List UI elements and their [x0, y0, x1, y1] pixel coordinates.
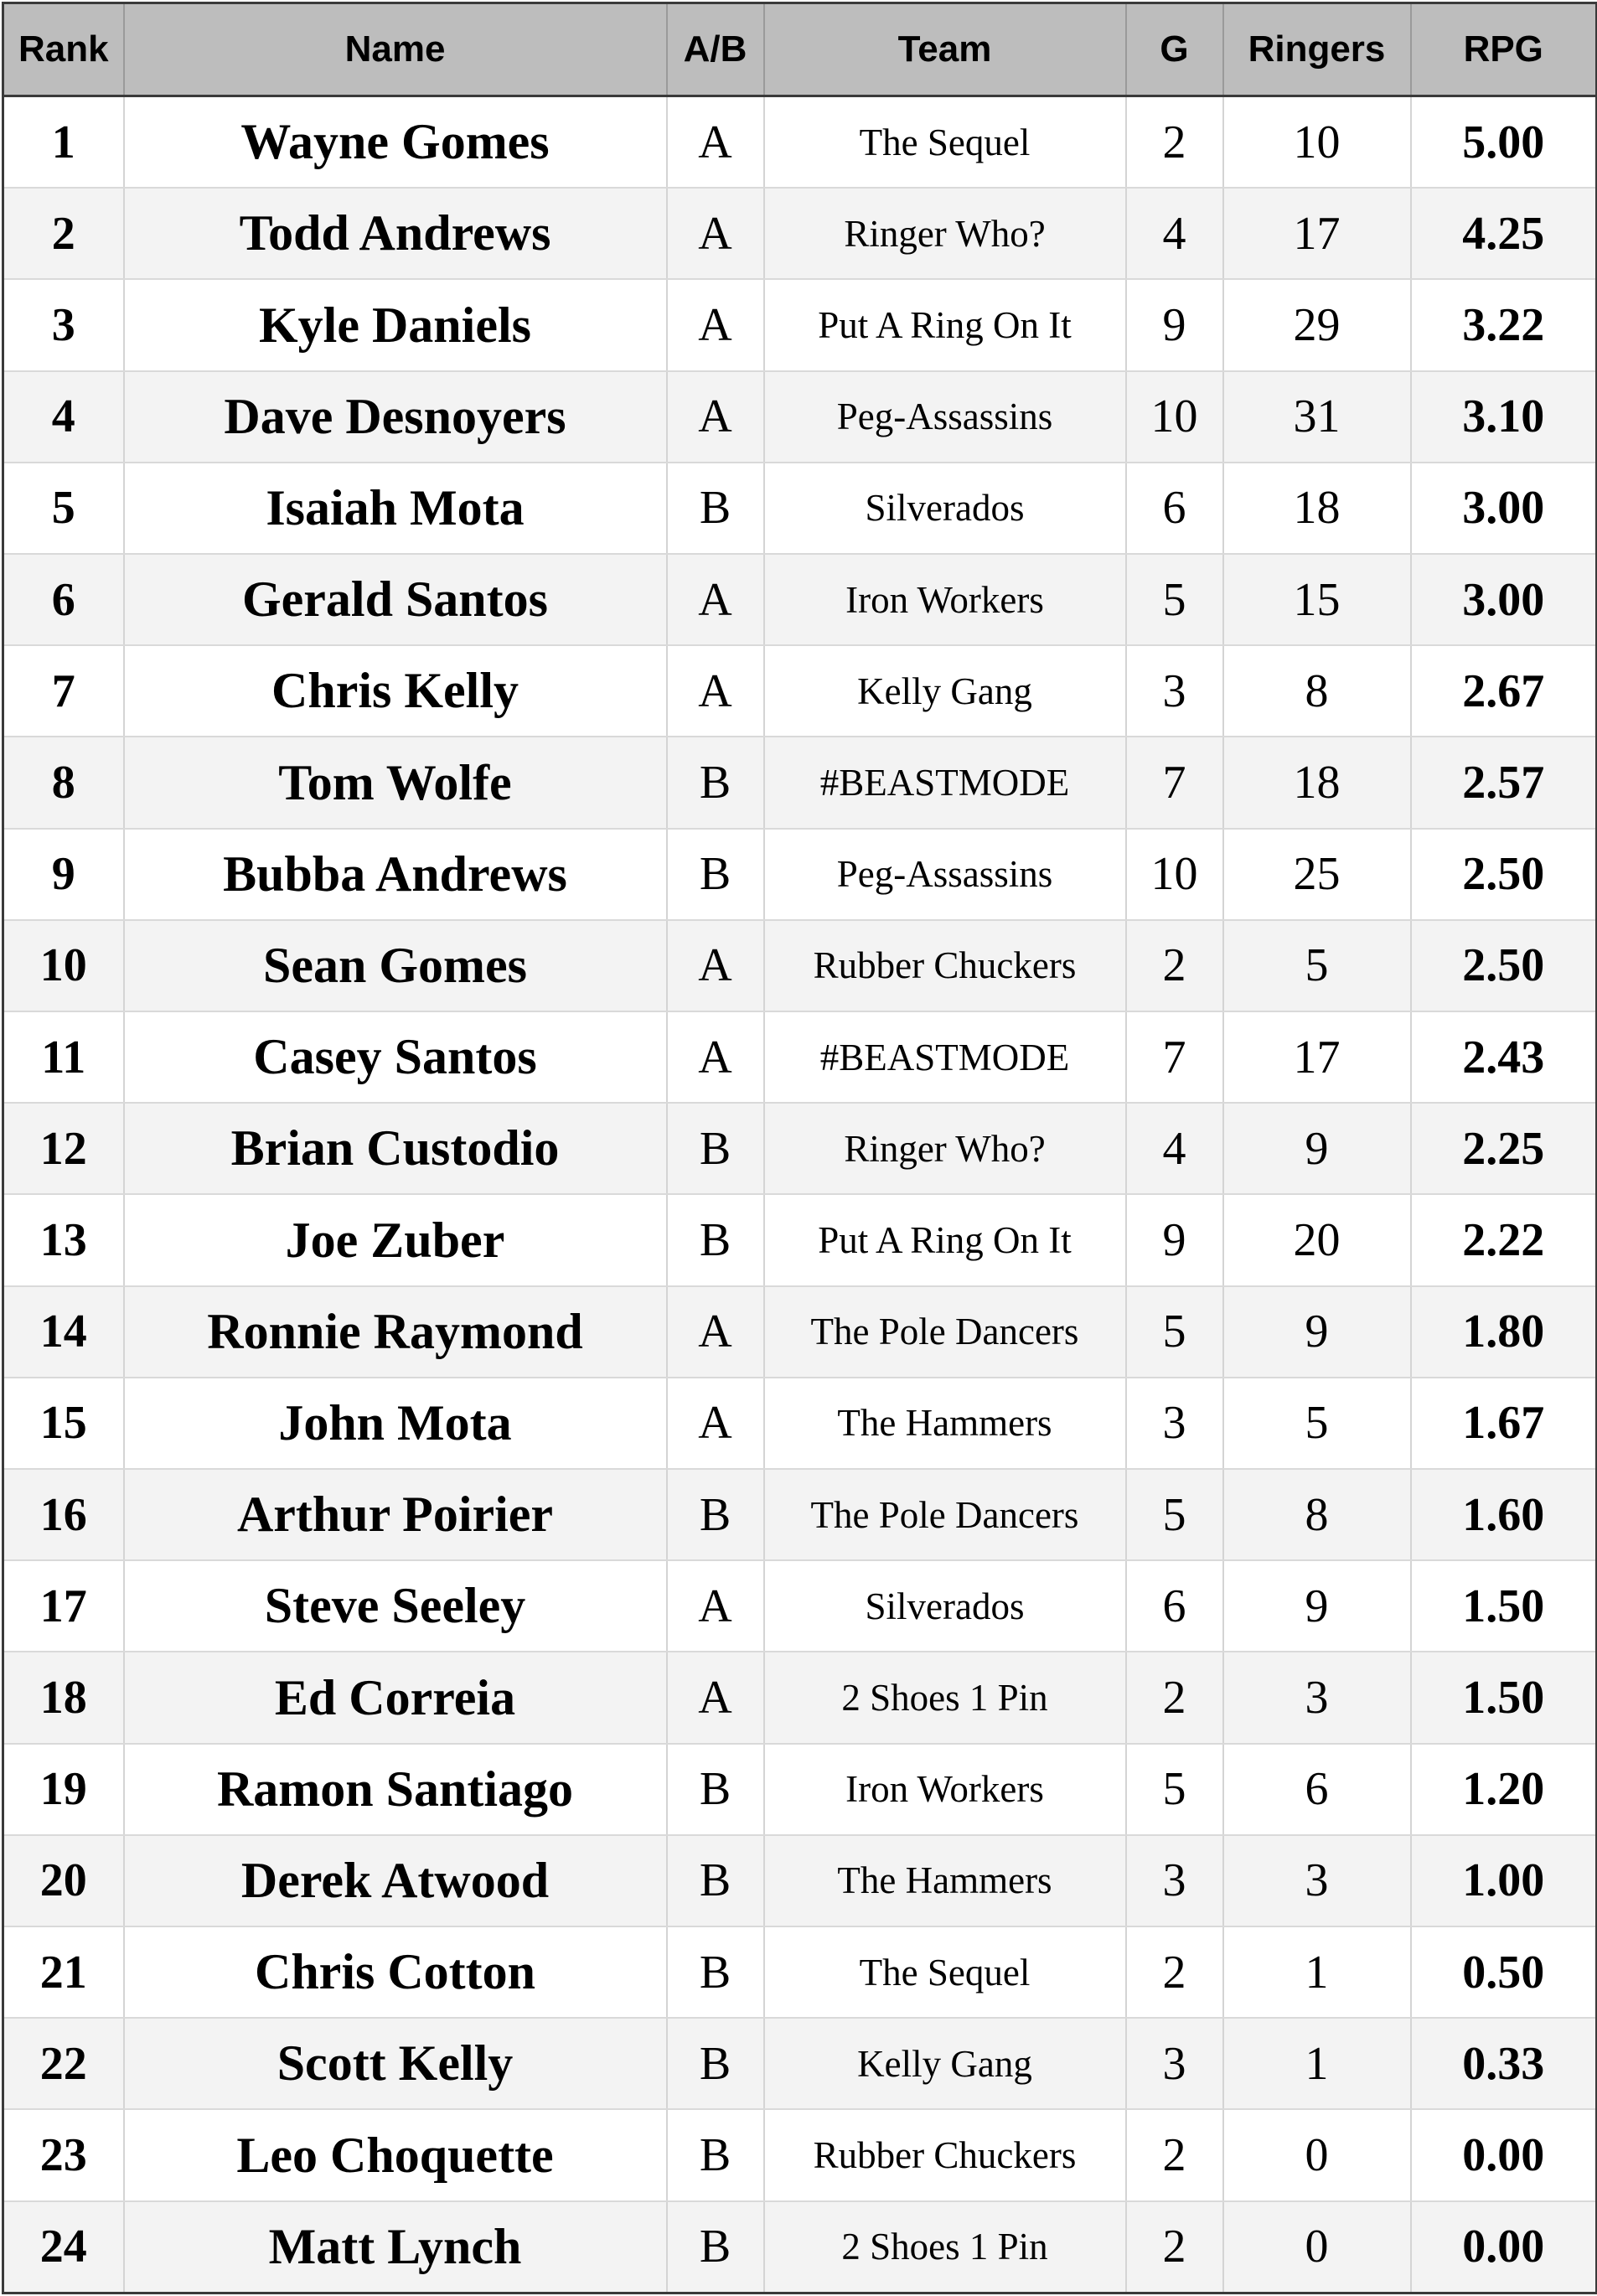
column-header-team[interactable]: Team — [764, 3, 1126, 96]
table-row — [3, 1194, 1597, 1285]
division-cell: B — [667, 2018, 764, 2109]
rpg-cell: 2.22 — [1411, 1194, 1597, 1285]
rpg-cell: 0.00 — [1411, 2201, 1597, 2293]
rpg-cell: 2.43 — [1411, 1011, 1597, 1103]
rank-cell: 4 — [3, 371, 124, 463]
ringers-cell: 10 — [1223, 96, 1411, 189]
player-name-cell: Isaiah Mota — [124, 463, 667, 554]
player-name-cell: Matt Lynch — [124, 2201, 667, 2293]
ringers-cell: 0 — [1223, 2201, 1411, 2293]
column-header-name[interactable]: Name — [124, 3, 667, 96]
table-row — [3, 2201, 1597, 2293]
rank-cell: 1 — [3, 96, 124, 189]
rpg-cell: 2.67 — [1411, 645, 1597, 737]
rpg-cell: 2.50 — [1411, 829, 1597, 920]
division-cell: B — [667, 463, 764, 554]
rank-cell: 3 — [3, 279, 124, 370]
table-row — [3, 463, 1597, 554]
ringers-cell: 8 — [1223, 645, 1411, 737]
table-row — [3, 1378, 1597, 1469]
rank-cell: 12 — [3, 1103, 124, 1194]
rank-cell: 11 — [3, 1011, 124, 1103]
division-cell: B — [667, 2109, 764, 2200]
table-header — [3, 3, 1597, 96]
team-cell: Rubber Chuckers — [764, 2109, 1126, 2200]
table-row — [3, 1652, 1597, 1743]
division-cell: A — [667, 96, 764, 189]
team-cell: The Pole Dancers — [764, 1469, 1126, 1560]
ringers-cell: 8 — [1223, 1469, 1411, 1560]
games-cell: 2 — [1126, 920, 1223, 1011]
player-name-cell: Chris Cotton — [124, 1926, 667, 2018]
division-cell: B — [667, 2201, 764, 2293]
rank-cell: 6 — [3, 554, 124, 645]
team-cell: Iron Workers — [764, 1744, 1126, 1835]
team-cell: 2 Shoes 1 Pin — [764, 2201, 1126, 2293]
rpg-cell: 4.25 — [1411, 188, 1597, 279]
rpg-cell: 1.20 — [1411, 1744, 1597, 1835]
column-header-ab[interactable]: A/B — [667, 3, 764, 96]
rpg-cell: 2.25 — [1411, 1103, 1597, 1194]
rpg-cell: 3.10 — [1411, 371, 1597, 463]
player-name-cell: Wayne Gomes — [124, 96, 667, 189]
ringers-cell: 20 — [1223, 1194, 1411, 1285]
games-cell: 2 — [1126, 1926, 1223, 2018]
rank-cell: 10 — [3, 920, 124, 1011]
games-cell: 3 — [1126, 1378, 1223, 1469]
division-cell: A — [667, 371, 764, 463]
table-row — [3, 96, 1597, 189]
games-cell: 5 — [1126, 1286, 1223, 1378]
table-row — [3, 1286, 1597, 1378]
player-name-cell: Tom Wolfe — [124, 737, 667, 828]
team-cell: Ringer Who? — [764, 1103, 1126, 1194]
rank-cell: 2 — [3, 188, 124, 279]
player-name-cell: Steve Seeley — [124, 1560, 667, 1652]
rank-cell: 13 — [3, 1194, 124, 1285]
rpg-cell: 0.33 — [1411, 2018, 1597, 2109]
table-row — [3, 829, 1597, 920]
rank-cell: 8 — [3, 737, 124, 828]
player-name-cell: Dave Desnoyers — [124, 371, 667, 463]
header-row — [3, 3, 1597, 96]
table-row — [3, 1103, 1597, 1194]
player-name-cell: Arthur Poirier — [124, 1469, 667, 1560]
rank-cell: 20 — [3, 1835, 124, 1926]
player-name-cell: Casey Santos — [124, 1011, 667, 1103]
games-cell: 6 — [1126, 1560, 1223, 1652]
team-cell: Peg-Assassins — [764, 829, 1126, 920]
rank-cell: 17 — [3, 1560, 124, 1652]
games-cell: 4 — [1126, 1103, 1223, 1194]
games-cell: 3 — [1126, 645, 1223, 737]
division-cell: A — [667, 1560, 764, 1652]
team-cell: The Sequel — [764, 1926, 1126, 2018]
games-cell: 2 — [1126, 96, 1223, 189]
table-row — [3, 1011, 1597, 1103]
player-name-cell: John Mota — [124, 1378, 667, 1469]
division-cell: A — [667, 1652, 764, 1743]
player-name-cell: Todd Andrews — [124, 188, 667, 279]
rank-cell: 15 — [3, 1378, 124, 1469]
team-cell: Peg-Assassins — [764, 371, 1126, 463]
team-cell: Put A Ring On It — [764, 279, 1126, 370]
player-name-cell: Ronnie Raymond — [124, 1286, 667, 1378]
rpg-cell: 1.00 — [1411, 1835, 1597, 1926]
division-cell: A — [667, 1378, 764, 1469]
ringers-cell: 3 — [1223, 1835, 1411, 1926]
games-cell: 5 — [1126, 554, 1223, 645]
table-row — [3, 279, 1597, 370]
player-name-cell: Scott Kelly — [124, 2018, 667, 2109]
player-name-cell: Gerald Santos — [124, 554, 667, 645]
games-cell: 3 — [1126, 2018, 1223, 2109]
rpg-cell: 2.57 — [1411, 737, 1597, 828]
rpg-cell: 1.50 — [1411, 1652, 1597, 1743]
team-cell: Iron Workers — [764, 554, 1126, 645]
rpg-cell: 3.22 — [1411, 279, 1597, 370]
rpg-cell: 1.67 — [1411, 1378, 1597, 1469]
table-row — [3, 1744, 1597, 1835]
player-name-cell: Joe Zuber — [124, 1194, 667, 1285]
rpg-cell: 5.00 — [1411, 96, 1597, 189]
standings-table — [2, 2, 1597, 2294]
division-cell: A — [667, 554, 764, 645]
ringers-cell: 31 — [1223, 371, 1411, 463]
games-cell: 10 — [1126, 371, 1223, 463]
division-cell: B — [667, 1103, 764, 1194]
ringers-cell: 18 — [1223, 737, 1411, 828]
column-header-ringers[interactable]: Ringers — [1223, 3, 1411, 96]
team-cell: 2 Shoes 1 Pin — [764, 1652, 1126, 1743]
division-cell: A — [667, 188, 764, 279]
rank-cell: 5 — [3, 463, 124, 554]
table-row — [3, 188, 1597, 279]
player-name-cell: Kyle Daniels — [124, 279, 667, 370]
games-cell: 10 — [1126, 829, 1223, 920]
team-cell: Put A Ring On It — [764, 1194, 1126, 1285]
games-cell: 3 — [1126, 1835, 1223, 1926]
table-row — [3, 1560, 1597, 1652]
ringers-cell: 17 — [1223, 188, 1411, 279]
ringers-cell: 9 — [1223, 1560, 1411, 1652]
division-cell: A — [667, 279, 764, 370]
ringers-cell: 9 — [1223, 1103, 1411, 1194]
table-row — [3, 737, 1597, 828]
division-cell: B — [667, 1194, 764, 1285]
rank-cell: 16 — [3, 1469, 124, 1560]
ringers-cell: 9 — [1223, 1286, 1411, 1378]
ringers-cell: 0 — [1223, 2109, 1411, 2200]
games-cell: 2 — [1126, 1652, 1223, 1743]
rank-cell: 7 — [3, 645, 124, 737]
rank-cell: 21 — [3, 1926, 124, 2018]
team-cell: The Hammers — [764, 1835, 1126, 1926]
column-header-games[interactable]: G — [1126, 3, 1223, 96]
rank-cell: 23 — [3, 2109, 124, 2200]
player-name-cell: Brian Custodio — [124, 1103, 667, 1194]
table-row — [3, 920, 1597, 1011]
team-cell: Silverados — [764, 463, 1126, 554]
games-cell: 2 — [1126, 2201, 1223, 2293]
team-cell: Ringer Who? — [764, 188, 1126, 279]
games-cell: 5 — [1126, 1744, 1223, 1835]
rank-cell: 14 — [3, 1286, 124, 1378]
ringers-cell: 5 — [1223, 1378, 1411, 1469]
rpg-cell: 3.00 — [1411, 463, 1597, 554]
team-cell: Silverados — [764, 1560, 1126, 1652]
games-cell: 7 — [1126, 1011, 1223, 1103]
player-name-cell: Bubba Andrews — [124, 829, 667, 920]
rpg-cell: 0.00 — [1411, 2109, 1597, 2200]
division-cell: A — [667, 920, 764, 1011]
rpg-cell: 3.00 — [1411, 554, 1597, 645]
column-header-rpg[interactable]: RPG — [1411, 3, 1597, 96]
division-cell: B — [667, 1835, 764, 1926]
division-cell: B — [667, 1469, 764, 1560]
games-cell: 9 — [1126, 279, 1223, 370]
rpg-cell: 0.50 — [1411, 1926, 1597, 2018]
division-cell: B — [667, 1926, 764, 2018]
table-row — [3, 1926, 1597, 2018]
games-cell: 9 — [1126, 1194, 1223, 1285]
rank-cell: 9 — [3, 829, 124, 920]
ringers-cell: 1 — [1223, 2018, 1411, 2109]
table-row — [3, 2018, 1597, 2109]
games-cell: 2 — [1126, 2109, 1223, 2200]
player-name-cell: Leo Choquette — [124, 2109, 667, 2200]
team-cell: Kelly Gang — [764, 645, 1126, 737]
rank-cell: 19 — [3, 1744, 124, 1835]
team-cell: The Sequel — [764, 96, 1126, 189]
team-cell: Kelly Gang — [764, 2018, 1126, 2109]
rank-cell: 24 — [3, 2201, 124, 2293]
division-cell: B — [667, 737, 764, 828]
ringers-cell: 18 — [1223, 463, 1411, 554]
ringers-cell: 25 — [1223, 829, 1411, 920]
ringers-cell: 15 — [1223, 554, 1411, 645]
ringers-cell: 3 — [1223, 1652, 1411, 1743]
division-cell: A — [667, 1286, 764, 1378]
player-name-cell: Chris Kelly — [124, 645, 667, 737]
table-row — [3, 1469, 1597, 1560]
table-row — [3, 2109, 1597, 2200]
games-cell: 4 — [1126, 188, 1223, 279]
division-cell: A — [667, 645, 764, 737]
player-name-cell: Derek Atwood — [124, 1835, 667, 1926]
team-cell: The Pole Dancers — [764, 1286, 1126, 1378]
team-cell: #BEASTMODE — [764, 737, 1126, 828]
division-cell: B — [667, 829, 764, 920]
games-cell: 5 — [1126, 1469, 1223, 1560]
rpg-cell: 1.80 — [1411, 1286, 1597, 1378]
ringers-cell: 5 — [1223, 920, 1411, 1011]
team-cell: The Hammers — [764, 1378, 1126, 1469]
division-cell: A — [667, 1011, 764, 1103]
ringers-cell: 6 — [1223, 1744, 1411, 1835]
column-header-rank[interactable]: Rank — [3, 3, 124, 96]
team-cell: Rubber Chuckers — [764, 920, 1126, 1011]
player-name-cell: Ed Correia — [124, 1652, 667, 1743]
division-cell: B — [667, 1744, 764, 1835]
games-cell: 6 — [1126, 463, 1223, 554]
rank-cell: 22 — [3, 2018, 124, 2109]
ringers-cell: 1 — [1223, 1926, 1411, 2018]
rpg-cell: 1.60 — [1411, 1469, 1597, 1560]
table-row — [3, 645, 1597, 737]
ringers-cell: 17 — [1223, 1011, 1411, 1103]
player-name-cell: Sean Gomes — [124, 920, 667, 1011]
ringers-cell: 29 — [1223, 279, 1411, 370]
table-row — [3, 1835, 1597, 1926]
team-cell: #BEASTMODE — [764, 1011, 1126, 1103]
table-body — [3, 96, 1597, 2293]
rpg-cell: 2.50 — [1411, 920, 1597, 1011]
rpg-cell: 1.50 — [1411, 1560, 1597, 1652]
rank-cell: 18 — [3, 1652, 124, 1743]
table-row — [3, 554, 1597, 645]
table-row — [3, 371, 1597, 463]
games-cell: 7 — [1126, 737, 1223, 828]
player-name-cell: Ramon Santiago — [124, 1744, 667, 1835]
